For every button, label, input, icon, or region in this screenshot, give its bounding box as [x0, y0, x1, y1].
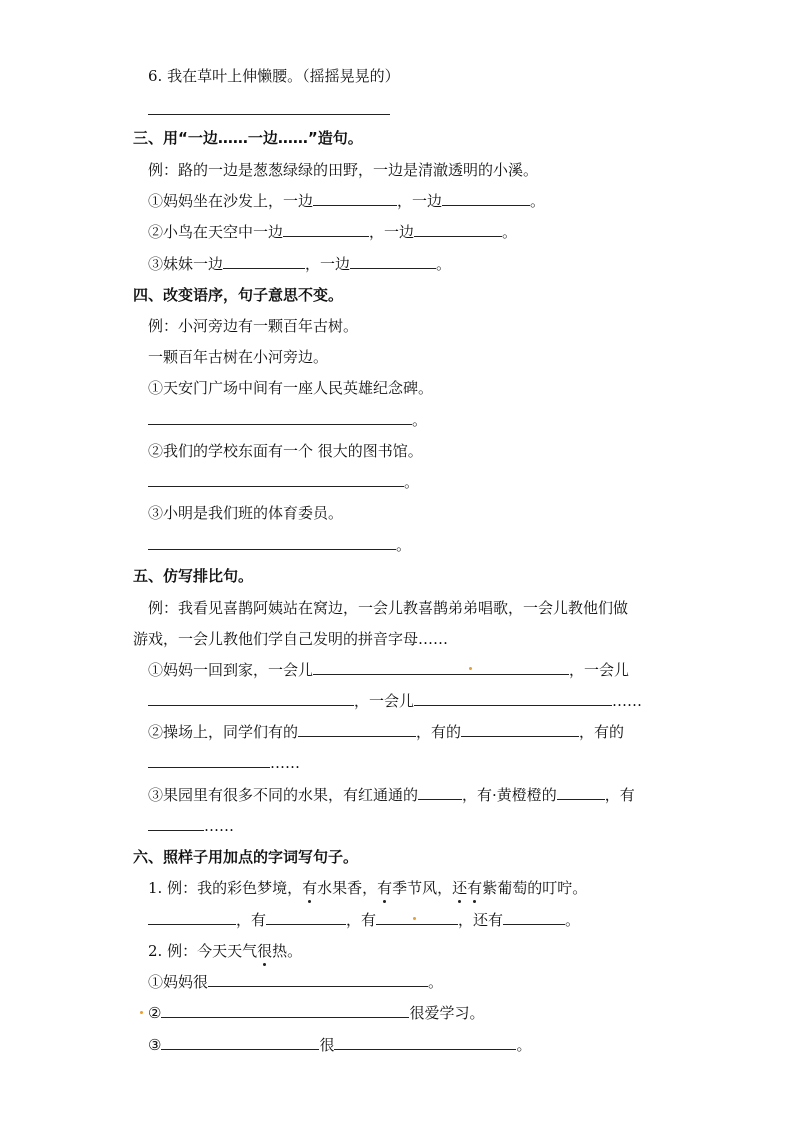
question-item	[148, 1035, 531, 1055]
answer-blank[interactable]	[442, 191, 530, 206]
example-text: 例：我看见喜鹊阿姨站在窝边，一会儿教喜鹊弟弟唱歌，一会儿教他们做	[148, 599, 629, 617]
question-text: ①妈妈一回到家，一会儿	[148, 661, 314, 679]
answer-blank[interactable]	[148, 753, 270, 768]
question-text: ②操场上，同学们有的	[148, 723, 299, 741]
answer-blank[interactable]	[148, 910, 236, 925]
example-text: 一颗百年古树在小河旁边。	[148, 348, 329, 366]
question-text: ，一边	[369, 223, 415, 241]
example-text: 例：小河旁边有一颗百年古树。	[148, 317, 359, 335]
question-text: ①妈妈很	[148, 973, 209, 991]
question-text: 很	[319, 1036, 335, 1054]
answer-line[interactable]	[148, 410, 427, 430]
question-text: ，有	[604, 786, 635, 804]
example-text	[148, 878, 587, 898]
example-text: 2. 例：今天天气	[148, 942, 258, 960]
dotted-word: 有	[467, 879, 483, 897]
question-text: ，还有	[458, 911, 504, 929]
stray-mark	[413, 917, 416, 920]
answer-blank[interactable]	[148, 472, 404, 487]
punctuation: 。	[565, 911, 581, 929]
answer-blank[interactable]	[161, 1003, 409, 1018]
example-text: 热。	[272, 942, 303, 960]
question-text: ，有	[236, 911, 267, 929]
answer-blank[interactable]	[283, 222, 369, 237]
dotted-word: 还	[452, 879, 468, 897]
example-text: 游戏，一会儿教他们学自己发明的拼音字母……	[133, 630, 449, 648]
answer-blank[interactable]	[503, 910, 565, 925]
question-item	[148, 191, 545, 211]
answer-blank[interactable]	[148, 816, 204, 831]
question-item	[148, 254, 451, 274]
ellipsis: ……	[612, 692, 643, 710]
section-title: 六、照样子用加点的字词写句子。	[133, 848, 359, 866]
answer-blank[interactable]	[148, 410, 412, 425]
question-text: ，有	[346, 911, 377, 929]
question-item	[148, 753, 300, 773]
question-item	[148, 972, 443, 992]
question-item	[148, 222, 517, 242]
question-item	[148, 816, 234, 836]
question-text: ，有·黄橙橙的	[462, 786, 557, 804]
punctuation: 。	[428, 973, 444, 991]
answer-blank[interactable]	[376, 910, 458, 925]
answer-blank[interactable]	[223, 254, 305, 269]
question-text: ②我们的学校东面有一个 很大的图书馆。	[148, 442, 423, 460]
answer-blank[interactable]	[414, 222, 502, 237]
example-text	[148, 941, 302, 961]
punctuation: 。	[396, 536, 412, 554]
answer-blank[interactable]	[461, 722, 579, 737]
punctuation: 。	[412, 411, 428, 429]
section-title: 三、用“一边……一边……”造句。	[133, 129, 363, 147]
question-text: ，一边	[305, 255, 351, 273]
question-text: ，有的	[579, 723, 625, 741]
question-text: ②	[148, 1004, 162, 1022]
question-text: 很爱学习。	[409, 1004, 485, 1022]
question-text: 6. 我在草叶上伸懒腰。（摇摇晃晃的）	[148, 67, 400, 85]
dotted-word: 有	[377, 879, 393, 897]
stray-mark	[140, 1011, 143, 1014]
question-item	[148, 1003, 484, 1023]
question-text: ，一会儿	[354, 692, 415, 710]
example-text: 例：路的一边是葱葱绿绿的田野，一边是清澈透明的小溪。	[148, 161, 539, 179]
question-text: ③果园里有很多不同的水果，有红通通的	[148, 786, 419, 804]
example-text: 紫葡萄的叮咛。	[482, 879, 588, 897]
question-item	[148, 785, 635, 805]
example-text: 季节风，	[392, 879, 453, 897]
answer-blank[interactable]	[208, 972, 428, 987]
section-title: 四、改变语序，句子意思不变。	[133, 286, 344, 304]
ellipsis: ……	[204, 817, 234, 835]
question-item	[148, 910, 580, 930]
answer-blank[interactable]	[298, 722, 416, 737]
answer-blank[interactable]	[418, 785, 462, 800]
question-text: ①妈妈坐在沙发上，一边	[148, 192, 314, 210]
ellipsis: ……	[270, 754, 300, 772]
answer-blank[interactable]	[557, 785, 605, 800]
answer-blank[interactable]	[313, 660, 569, 675]
answer-blank[interactable]	[148, 100, 390, 115]
question-text: ③妹妹一边	[148, 255, 224, 273]
question-text: ，有的	[416, 723, 462, 741]
question-item	[148, 722, 624, 742]
stray-mark	[469, 667, 472, 670]
dotted-word: 很	[257, 942, 273, 960]
section-title: 五、仿写排比句。	[133, 567, 254, 585]
question-text: ①天安门广场中间有一座人民英雄纪念碑。	[148, 379, 434, 397]
answer-blank[interactable]	[414, 691, 612, 706]
question-item	[148, 66, 400, 86]
answer-blank[interactable]	[148, 535, 396, 550]
answer-line[interactable]	[148, 100, 390, 120]
question-text: 。	[530, 192, 546, 210]
dotted-word: 有	[302, 879, 318, 897]
question-text: ③	[148, 1036, 162, 1054]
answer-blank[interactable]	[350, 254, 436, 269]
answer-blank[interactable]	[334, 1035, 516, 1050]
question-item	[148, 660, 629, 680]
answer-blank[interactable]	[313, 191, 397, 206]
punctuation: 。	[516, 1036, 532, 1054]
answer-line[interactable]	[148, 472, 419, 492]
answer-blank[interactable]	[266, 910, 346, 925]
answer-line[interactable]	[148, 535, 411, 555]
question-text: ，一会儿	[569, 661, 630, 679]
punctuation: 。	[404, 473, 420, 491]
example-text: 1. 例：我的彩色梦境，	[148, 879, 303, 897]
example-text: 水果香，	[317, 879, 378, 897]
question-item	[148, 691, 642, 711]
question-text: 。	[502, 223, 518, 241]
question-text: ②小鸟在天空中一边	[148, 223, 284, 241]
question-text: ，一边	[397, 192, 443, 210]
answer-blank[interactable]	[161, 1035, 319, 1050]
question-text: ③小明是我们班的体育委员。	[148, 504, 344, 522]
answer-blank[interactable]	[148, 691, 354, 706]
question-text: 。	[436, 255, 452, 273]
